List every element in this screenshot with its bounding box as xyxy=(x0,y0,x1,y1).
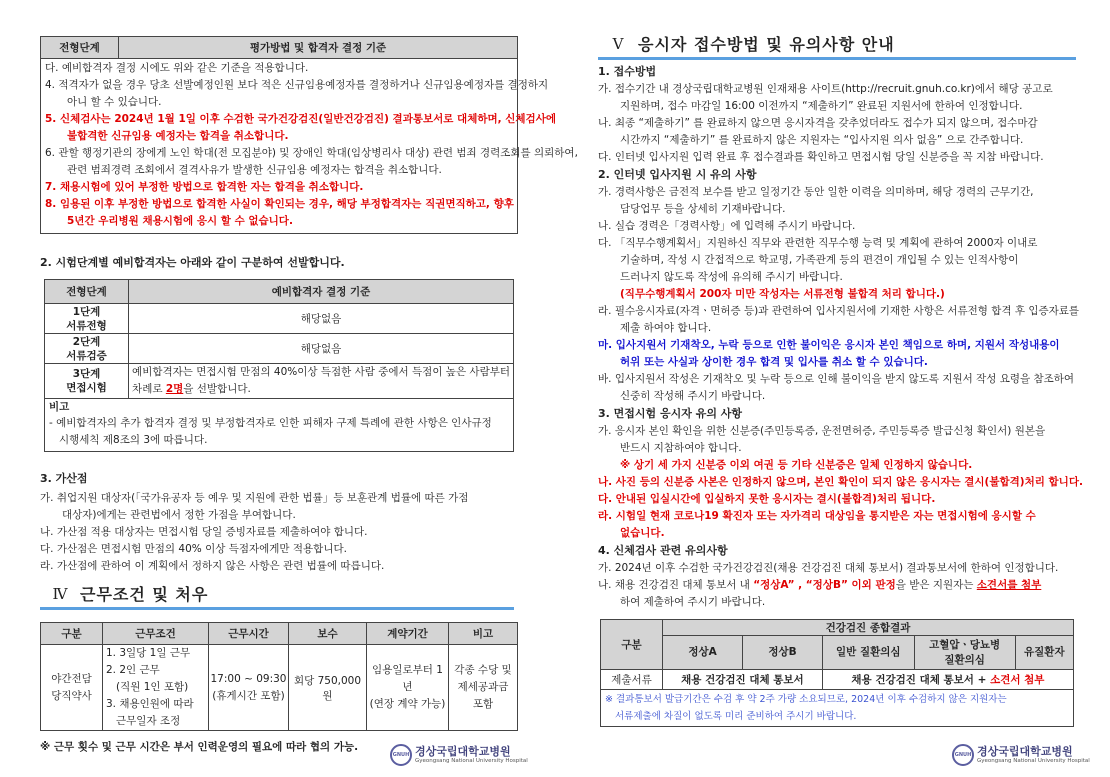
work-footnote: ※ 근무 횟수 및 근무 시간은 부서 인력운영의 필요에 따라 협의 가능. xyxy=(40,741,359,753)
reserve-col-criteria: 예비합격자 결정 기준 xyxy=(129,280,514,304)
text-line: 가. 접수기간 내 경상국립대학교병원 인재채용 사이트(http://recruit.gnuh.co.kr)에서 해당 공고로 xyxy=(598,83,1053,95)
s2-title: 2. 인터넷 입사지원 시 유의 사항 xyxy=(598,168,757,181)
section4-heading xyxy=(40,580,514,610)
left-page xyxy=(40,0,578,756)
reserve-text-2: 해당없음 xyxy=(129,334,514,364)
hospital-name: 경상국립대학교병원 xyxy=(977,744,1073,758)
text-line: 마. 입사지원서 기재착오, 누락 등으로 인한 불이익은 응시자 본인 책임으로 하며, 지원서 작성내용이 xyxy=(598,339,1060,351)
section5-title: 응시자 접수방법 및 유의사항 안내 xyxy=(638,35,895,54)
work-table-header-row xyxy=(41,623,518,645)
work-col-header: 구분 xyxy=(41,623,103,645)
reserve-text-1: 해당없음 xyxy=(129,304,514,334)
work-condition-line: 근무일자 조정 xyxy=(106,715,181,727)
s4-line2-b: “정상A” , “정상B” 이외 판정 xyxy=(753,579,896,591)
hospital-name: 경상국립대학교병원 xyxy=(415,744,511,758)
s3-title: 3. 면접시험 응시자 유의 사항 xyxy=(598,407,743,420)
health-note-line2: 서류제출에 차질이 없도록 미리 준비하여 주시기 바랍니다. xyxy=(615,711,857,722)
s4-line2-a: 나. 채용 건강검진 대체 통보서 내 xyxy=(598,579,754,591)
reserve-col-stage: 전형단계 xyxy=(45,280,129,304)
text-line: 나. 실습 경력은「경력사항」에 입력해 주시기 바랍니다. xyxy=(598,220,856,232)
health-col-top: 건강검진 종합결과 xyxy=(663,620,1074,636)
hospital-logo-right xyxy=(952,744,1090,766)
health-col-header: 정상A xyxy=(663,636,743,670)
text-line: 반드시 지참하여야 합니다. xyxy=(620,442,742,454)
criteria-text-box xyxy=(40,59,578,234)
text-line: 라. 필수응시자료(자격ㆍ면허증 등)과 관련하여 입사지원서에 기재한 사항은 서류전형 합격 후 입증자료를 xyxy=(598,305,1080,317)
reserve-text-3-line1: 예비합격자는 면접시험 만점의 40%이상 득점한 사람 중에서 득점이 높은 사람부터 xyxy=(132,366,510,378)
text-line: ※ 상기 세 가지 신분증 이외 여권 등 기타 신분증은 일체 인정하지 않습니다. xyxy=(620,459,973,471)
work-category: 야간전담 당직약사 xyxy=(41,645,103,731)
right-page xyxy=(598,0,1083,727)
work-contract: 임용일로부터 1년 (연장 계약 가능) xyxy=(367,645,449,731)
health-check-table xyxy=(600,619,1074,727)
criteria-table-header xyxy=(40,36,518,59)
text-line: 라. 시험일 현재 코로나19 확진자 또는 자가격리 대상임을 통지받은 자는 면접시험에 응시할 수 xyxy=(598,510,1036,522)
section3-title: 3. 가산점 xyxy=(40,472,88,485)
work-col-header: 비고 xyxy=(449,623,518,645)
text-line: 나. 가산점 적용 대상자는 면접시험 당일 증빙자료를 제출하여야 합니다. xyxy=(40,526,368,538)
work-condition-line: 1. 3일당 1일 근무 xyxy=(106,647,191,659)
health-col-header: 유질환자 xyxy=(1015,636,1073,670)
text-line: 다. 예비합격자 결정 시에도 위와 같은 기준을 적용합니다. xyxy=(45,62,309,74)
text-line: 다. 인터넷 입사지원 입력 완료 후 접수결과를 확인하고 면접시험 당일 신분증을 꼭 지참 바랍니다. xyxy=(598,151,1044,163)
work-col-header: 보수 xyxy=(289,623,367,645)
work-col-header: 근무시간 xyxy=(209,623,289,645)
work-condition-line: 3. 채용인원에 따라 xyxy=(106,698,194,710)
work-col-header: 계약기간 xyxy=(367,623,449,645)
text-line: 다. 가산점은 면접시험 만점의 40% 이상 득점자에게만 적용합니다. xyxy=(40,543,347,555)
reserve-text-3-a: 차례로 xyxy=(132,383,166,395)
text-line: 가. 응시자 본인 확인을 위한 신분증(주민등록증, 운전면허증, 주민등록증 발급신청 확인서) 원본을 xyxy=(598,425,1046,437)
s4-title: 4. 신체검사 관련 유의사항 xyxy=(598,544,728,557)
health-col-header: 고혈압ㆍ당뇨병 질환의심 xyxy=(914,636,1015,670)
text-line: 7. 채용시험에 있어 부정한 방법으로 합격한 자는 합격을 취소합니다. xyxy=(45,181,364,193)
s4-line2 xyxy=(598,577,1076,594)
health-note xyxy=(601,690,1074,727)
work-condition-line: 2. 2인 근무 xyxy=(106,664,160,676)
section3-list xyxy=(40,490,518,575)
text-line: 나. 사진 등의 신분증 사본은 인정하지 않으며, 본인 확인이 되지 않은 응시자는 결시(불합격)처리 합니다. xyxy=(598,476,1083,488)
reserve-text-3 xyxy=(129,364,514,399)
work-pay: 회당 750,000원 xyxy=(289,645,367,731)
section4-number: Ⅳ xyxy=(52,584,68,603)
health-cell-normal: 채용 건강검진 대체 통보서 xyxy=(663,670,823,690)
work-hours: 17:00 ~ 09:30 (휴게시간 포함) xyxy=(209,645,289,731)
reserve-text-3-line2 xyxy=(132,381,510,398)
reserve-stage-1: 1단계 서류전형 xyxy=(45,304,129,334)
section4-title: 근무조건 및 처우 xyxy=(80,585,209,604)
health-cell-other-b: 소견서 첨부 xyxy=(990,674,1045,686)
s3-list xyxy=(598,423,1083,542)
health-col-header: 정상B xyxy=(743,636,823,670)
col-header-stage: 전형단계 xyxy=(41,37,119,59)
s1-list xyxy=(598,81,1076,166)
text-line: 6. 관할 행정기관의 장에게 노인 학대(전 모집분야) 및 장애인 학대(임상병리사 대상) 관련 범죄 경력조회를 의뢰하여, xyxy=(45,147,578,159)
work-condition-line: (직원 1인 포함) xyxy=(106,681,189,693)
work-conditions-table xyxy=(40,622,518,731)
health-row-label: 제출서류 xyxy=(601,670,663,690)
text-line: 관련 범죄경력 조회에서 결격사유가 발생한 신규임용 예정자는 합격을 취소합니다. xyxy=(67,164,442,176)
text-line: 라. 가산점에 관하여 이 계획에서 정하지 않은 사항은 관련 법률에 따릅니다. xyxy=(40,560,385,572)
reserve-note-line2: 시행세칙 제8조의 3에 따릅니다. xyxy=(59,434,208,446)
text-line: 가. 취업지원 대상자(「국가유공자 등 예우 및 지원에 관한 법률」등 보훈관계 법률에 따른 가점 xyxy=(40,492,469,504)
reserve-note-title: 비고 xyxy=(49,401,70,413)
text-line: 제출 하여야 합니다. xyxy=(620,322,712,334)
text-line: 담당업무 등을 상세히 기재바랍니다. xyxy=(620,203,786,215)
hospital-name-en: Gyeongsang National University Hospital xyxy=(415,757,528,764)
section5-number: Ⅴ xyxy=(612,34,624,53)
text-line: 없습니다. xyxy=(620,527,665,539)
health-subheader-row xyxy=(601,636,1074,670)
work-note: 각종 수당 및 제세공과금 포함 xyxy=(449,645,518,731)
hospital-emblem-icon: GNUH xyxy=(952,744,974,766)
s2-list xyxy=(598,184,1080,405)
s4-line1: 가. 2024년 이후 수검한 국가건강검진(채용 건강검진 대체 통보서) 결과통보서에 한하여 인정합니다. xyxy=(598,562,1059,574)
hospital-emblem-icon: GNUH xyxy=(390,744,412,766)
reserve-note-line1: - 예비합격자의 추가 합격자 결정 및 부정합격자로 인한 피해자 구제 특례에 관한 사항은 인사규정 xyxy=(49,417,492,429)
s4-line3: 하여 제출하여 주시기 바랍니다. xyxy=(620,596,766,608)
text-line: 지원하며, 접수 마감일 16:00 이전까지 “제출하기” 완료된 지원서에 한하여 인정합니다. xyxy=(620,100,1023,112)
text-line: 아니 할 수 있습니다. xyxy=(67,96,162,108)
text-line: 나. 최종 “제출하기” 를 완료하지 않으면 응시자격을 갖추었더라도 접수가 되지 않으며, 접수마감 xyxy=(598,117,1038,129)
text-line: 신중히 작성해 주시기 바랍니다. xyxy=(620,390,766,402)
reserve-stage-3: 3단계 면접시험 xyxy=(45,364,129,399)
health-col-header: 일반 질환의심 xyxy=(822,636,914,670)
section5-heading xyxy=(598,30,1076,60)
s4-line2-c: 을 받은 지원자는 xyxy=(895,579,977,591)
text-line: 5년간 우리병원 채용시험에 응시 할 수 없습니다. xyxy=(67,215,293,227)
health-cell-other xyxy=(822,670,1073,690)
text-line: 바. 입사지원서 작성은 기재착오 및 누락 등으로 인해 불이익을 받지 않도록 지원서 작성 요령을 참조하여 xyxy=(598,373,1075,385)
section2-title: 2. 시험단계별 예비합격자는 아래와 같이 구분하여 선발합니다. xyxy=(40,256,345,269)
reserve-text-3-c: 을 선발합니다. xyxy=(183,383,251,395)
reserve-table xyxy=(44,279,514,452)
health-note-line1: ※ 결과통보서 발급기간은 수검 후 약 2주 가량 소요되므로, 2024년 이후 수검하지 않은 지원자는 xyxy=(605,694,1007,705)
text-line: 가. 경력사항은 금전적 보수를 받고 일정기간 동안 일한 이력을 의미하며, 해당 경력의 근무기간, xyxy=(598,186,1034,198)
text-line: 대상자)에게는 관련법에서 정한 가점을 부여합니다. xyxy=(62,509,296,521)
s4-line2-d: 소견서를 첨부 xyxy=(976,579,1042,591)
health-cell-other-a: 채용 건강검진 대체 통보서 + xyxy=(851,674,991,686)
health-col-group: 구분 xyxy=(601,620,663,670)
reserve-note xyxy=(45,399,514,452)
text-line: 4. 적격자가 없을 경우 당초 선발예정인원 보다 적은 신규임용예정자를 결정하거나 신규임용예정자를 결정하지 xyxy=(45,79,549,91)
text-line: 8. 임용된 이후 부정한 방법으로 합격한 사실이 확인되는 경우, 해당 부정합격자는 직권면직하고, 향후 xyxy=(45,198,514,210)
reserve-count: 2명 xyxy=(165,383,184,395)
text-line: 허위 또는 사실과 상이한 경우 합격 및 입사를 취소 할 수 있습니다. xyxy=(620,356,928,368)
reserve-stage-2: 2단계 서류검증 xyxy=(45,334,129,364)
text-line: 불합격한 신규임용 예정자는 합격을 취소합니다. xyxy=(67,130,289,142)
s1-title: 1. 접수방법 xyxy=(598,65,657,78)
text-line: 5. 신체검사는 2024년 1월 1일 이후 수검한 국가건강검진(일반건강검진) 결과통보서로 대체하며, 신체검사에 xyxy=(45,113,556,125)
text-line: 드러나지 않도록 작성에 유의해 주시기 바랍니다. xyxy=(620,271,843,283)
hospital-name-en: Gyeongsang National University Hospital xyxy=(977,757,1090,764)
text-line: 다. 안내된 입실시간에 입실하지 못한 응시자는 결시(불합격)처리 됩니다. xyxy=(598,493,936,505)
col-header-criteria: 평가방법 및 합격자 결정 기준 xyxy=(119,37,518,59)
text-line: 기술하며, 작성 시 간접적으로 학교명, 가족관계 등의 편견이 개입될 수 있는 인적사항이 xyxy=(620,254,1019,266)
hospital-logo-left xyxy=(390,744,528,766)
text-line: 다. 「직무수행계획서」지원하신 직무와 관련한 직무수행 능력 및 계획에 관하여 2000자 이내로 xyxy=(598,237,1038,249)
text-line: (직무수행계획서 200자 미만 작성자는 서류전형 불합격 처리 합니다.) xyxy=(620,288,945,300)
text-line: 시간까지 “제출하기” 를 완료하지 않은 지원자는 “입사지원 의사 없음” 으로 간주합니다. xyxy=(620,134,1024,146)
work-col-header: 근무조건 xyxy=(103,623,209,645)
work-conditions xyxy=(103,645,209,731)
